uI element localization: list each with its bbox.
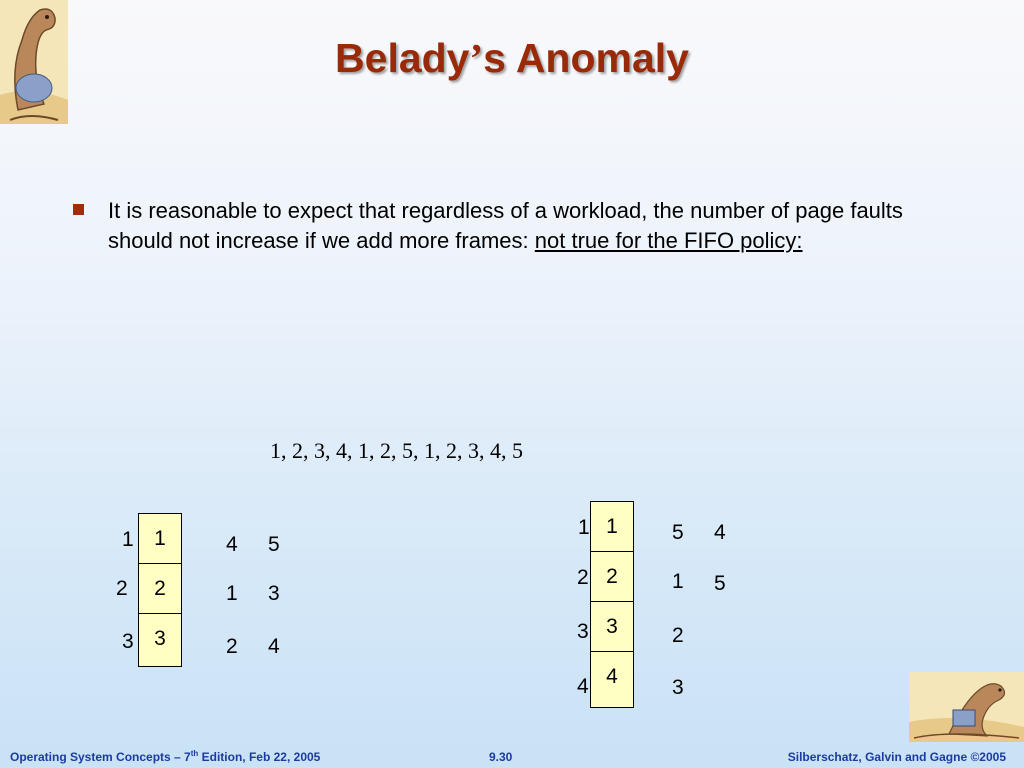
row-label: 1 <box>122 528 134 551</box>
slide-title: Belady’s Anomaly <box>335 35 689 81</box>
replacement-value: 3 <box>268 582 280 605</box>
frame-stack <box>590 501 634 708</box>
row-label: 1 <box>578 516 590 539</box>
frame-cell: 3 <box>154 627 166 650</box>
frame-stack <box>138 513 182 667</box>
replacement-value: 1 <box>672 570 684 593</box>
frame-cell: 4 <box>606 665 618 688</box>
frame-cell: 2 <box>591 552 633 602</box>
footer-copyright: Silberschatz, Galvin and Gagne ©2005 <box>787 750 1006 764</box>
frame-cell: 1 <box>139 514 181 564</box>
bullet-paragraph <box>108 196 918 256</box>
replacement-value: 4 <box>714 521 726 544</box>
frame-cell: 3 <box>591 602 633 652</box>
frame-cell: 2 <box>139 564 181 614</box>
dinosaur-logo-bottom-right <box>909 672 1024 742</box>
replacement-value: 2 <box>672 624 684 647</box>
row-label: 4 <box>577 675 589 698</box>
reference-string: 1, 2, 3, 4, 1, 2, 5, 1, 2, 3, 4, 5 <box>270 438 523 463</box>
replacement-value: 4 <box>226 533 238 556</box>
replacement-value: 1 <box>226 582 238 605</box>
replacement-value: 5 <box>714 572 726 595</box>
bullet-text-main: It is reasonable to expect that regardless of a workload, the number of page faults should not increase if we add more frames: <box>108 198 903 253</box>
replacement-value: 5 <box>672 521 684 544</box>
bullet-text-underlined: not true for the FIFO policy: <box>534 228 803 253</box>
row-label: 2 <box>577 566 589 589</box>
bullet-square-icon <box>73 204 84 215</box>
frame-cell: 1 <box>591 502 633 552</box>
footer-book-title: Operating System Concepts – 7th Edition, Feb 22, 2005 <box>10 749 321 764</box>
replacement-value: 3 <box>672 676 684 699</box>
replacement-value: 4 <box>268 635 280 658</box>
row-label: 3 <box>122 630 134 653</box>
footer-page-number: 9.30 <box>489 750 513 764</box>
replacement-value: 5 <box>268 533 280 556</box>
row-label: 3 <box>577 620 589 643</box>
replacement-value: 2 <box>226 635 238 658</box>
row-label: 2 <box>116 577 128 600</box>
